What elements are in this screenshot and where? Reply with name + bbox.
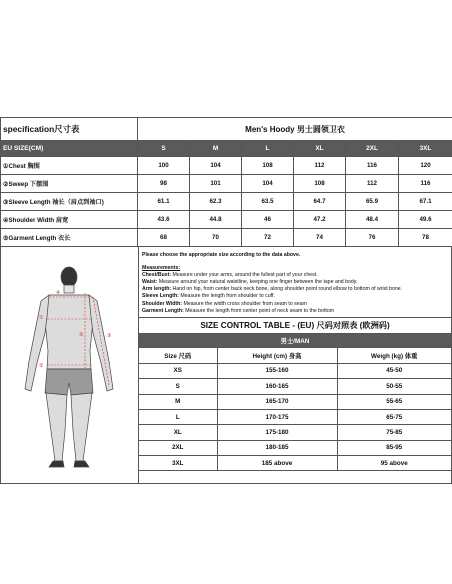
- note-item: Arm length: Hand on hip, from center back neck bone, along shoulder point round elbow to bottom of wrist bone.: [142, 286, 403, 293]
- col-header: Size 尺码: [139, 347, 217, 363]
- product-title: Men's Hoody 男士圆领卫衣: [138, 118, 452, 141]
- spec-header-size: L: [242, 141, 294, 157]
- cell: 55-65: [337, 394, 451, 409]
- spec-header-row: [1, 141, 452, 157]
- cell: S: [139, 379, 217, 394]
- note-item: Sleeve Length: Measure the length from shoulder to cuff.: [142, 293, 275, 300]
- measurements-title: Measurements:: [142, 265, 181, 272]
- note-item: Chest/Bust: Measure under your arms, around the fullest part of your chest.: [142, 272, 318, 279]
- spec-header-size: M: [190, 141, 242, 157]
- cell: 50-55: [337, 379, 451, 394]
- cell: 72: [242, 229, 294, 247]
- cell: 65-75: [337, 409, 451, 424]
- cell: L: [139, 409, 217, 424]
- cell: 62.3: [190, 193, 242, 211]
- cell: 95 above: [337, 456, 451, 471]
- cell: 78: [399, 229, 452, 247]
- cell: 75-85: [337, 425, 451, 440]
- row-label: ③Sleeve Length 袖长（肩点到袖口): [1, 193, 138, 211]
- row-label: ①Chest 胸围: [1, 157, 138, 175]
- size-control-subtitle: 男士/MAN: [139, 333, 451, 347]
- note-item: Shoulder Width: Measure the width cross shoulder from seam to seam: [142, 300, 307, 307]
- cell: XL: [139, 425, 217, 440]
- size-control-header-row: [139, 347, 451, 363]
- cell: 48.4: [346, 211, 399, 229]
- table-row: [139, 456, 451, 471]
- cell: 65.9: [346, 193, 399, 211]
- table-row: [139, 440, 451, 455]
- table-row: [139, 363, 451, 378]
- spec-header-label: EU SIZE(CM): [1, 141, 138, 157]
- cell: 74: [294, 229, 346, 247]
- cell: 67.1: [399, 193, 452, 211]
- cell: 63.5: [242, 193, 294, 211]
- size-control-title-row: [139, 317, 451, 333]
- cell: 45-50: [337, 363, 451, 378]
- cell: 61.1: [138, 193, 190, 211]
- spec-row-sleeve: [1, 193, 452, 211]
- measurement-notes: [139, 247, 451, 317]
- col-header: Height (cm) 身高: [217, 347, 337, 363]
- cell: 47.2: [294, 211, 346, 229]
- cell: 64.7: [294, 193, 346, 211]
- cell: 185 above: [217, 456, 337, 471]
- col-header: Weigh (kg) 体重: [337, 347, 451, 363]
- cell: 155-160: [217, 363, 337, 378]
- cell: XS: [139, 363, 217, 378]
- size-control-table: [139, 317, 451, 472]
- measurement-figure: [1, 247, 139, 483]
- cell: 76: [346, 229, 399, 247]
- note-item: Garment Length: Measure the length from center point of neck seam to the bottom: [142, 307, 335, 314]
- cell: 120: [399, 157, 452, 175]
- spec-header-size: 2XL: [346, 141, 399, 157]
- table-row: [139, 409, 451, 424]
- cell: 3XL: [139, 456, 217, 471]
- cell: 44.8: [190, 211, 242, 229]
- cell: 112: [346, 175, 399, 193]
- cell: 180-185: [217, 440, 337, 455]
- cell: 165-170: [217, 394, 337, 409]
- spec-row-chest: [1, 157, 452, 175]
- cell: 108: [294, 175, 346, 193]
- marker-shoulder: ④: [56, 290, 61, 296]
- cell: 43.6: [138, 211, 190, 229]
- spec-title-row: [1, 118, 452, 141]
- lower-section: [0, 247, 452, 484]
- spec-row-garment-length: [1, 229, 452, 247]
- marker-sweep: ②: [39, 363, 44, 369]
- cell: 104: [242, 175, 294, 193]
- cell: 116: [399, 175, 452, 193]
- row-label: ④Shoulder Width 肩宽: [1, 211, 138, 229]
- cell: 101: [190, 175, 242, 193]
- row-label: ⑤Garment Length 衣长: [1, 229, 138, 247]
- spec-header-size: XL: [294, 141, 346, 157]
- spec-title: specification尺寸表: [1, 118, 138, 141]
- info-panel: [139, 247, 451, 483]
- spec-header-size: 3XL: [399, 141, 452, 157]
- cell: 49.6: [399, 211, 452, 229]
- cell: 100: [138, 157, 190, 175]
- specification-table: [0, 117, 452, 247]
- marker-chest: ①: [39, 315, 44, 321]
- notes-lead: Please choose the appropriate size according to the data above.: [142, 252, 301, 258]
- spec-row-sweep: [1, 175, 452, 193]
- body-illustration: [9, 261, 129, 473]
- row-label: ②Sweep 下摆围: [1, 175, 138, 193]
- cell: 116: [346, 157, 399, 175]
- table-row: [139, 425, 451, 440]
- cell: 108: [242, 157, 294, 175]
- cell: 70: [190, 229, 242, 247]
- cell: 98: [138, 175, 190, 193]
- cell: 46: [242, 211, 294, 229]
- size-chart-sheet: [0, 117, 452, 484]
- size-control-subtitle-row: [139, 333, 451, 347]
- cell: 85-95: [337, 440, 451, 455]
- cell: 175-180: [217, 425, 337, 440]
- cell: M: [139, 394, 217, 409]
- spec-row-shoulder: [1, 211, 452, 229]
- cell: 170-175: [217, 409, 337, 424]
- cell: 68: [138, 229, 190, 247]
- note-item: Waist: Measure around your natural waistline, keeping one finger between the tape and body.: [142, 279, 358, 286]
- table-row: [139, 379, 451, 394]
- marker-length: ⑤: [79, 332, 84, 338]
- cell: 160-165: [217, 379, 337, 394]
- table-row: [139, 394, 451, 409]
- spec-header-size: S: [138, 141, 190, 157]
- cell: 112: [294, 157, 346, 175]
- size-control-title: SIZE CONTROL TABLE - (EU) 尺码对照表 (欧洲码): [139, 317, 451, 333]
- cell: 104: [190, 157, 242, 175]
- cell: 2XL: [139, 440, 217, 455]
- marker-sleeve: ③: [107, 333, 112, 339]
